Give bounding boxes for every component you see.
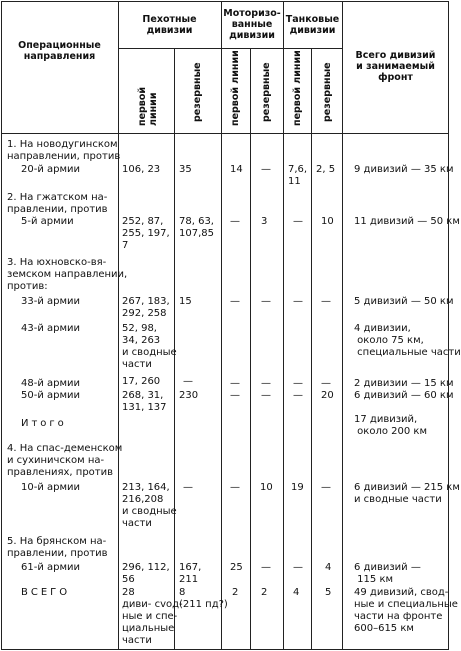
row2-motorized-reserve: 3 — [261, 216, 268, 227]
row3a-total: 5 дивизий — 50 км — [354, 296, 454, 307]
grand-total-motorized-reserve: 2 — [261, 587, 268, 598]
row5-army: 61-й армии — [21, 562, 81, 573]
row2-direction: 2. На гжатском на- правлении, против — [7, 192, 108, 215]
header-infantry: Пехотные дивизии — [142, 14, 197, 36]
row3c-tank-reserve: — — [321, 378, 331, 389]
row1-infantry-first: 106, 23 — [122, 164, 161, 175]
row3c-army: 48-й армии — [21, 378, 81, 389]
row3c-infantry-first: 17, 260 — [122, 376, 161, 387]
row5-motorized-reserve: — — [261, 562, 271, 573]
row4-army: 10-й армии — [21, 482, 81, 493]
row3d-infantry-first: 268, 31, 131, 137 — [122, 390, 167, 413]
row3d-army: 50-й армии — [21, 390, 81, 401]
row5-infantry-first: 296, 112, 56 — [122, 562, 170, 585]
row3a-motorized-first: — — [230, 296, 240, 307]
row3d-motorized-reserve: — — [261, 390, 271, 401]
rule-col7 — [311, 48, 312, 649]
row1-tank-reserve: 2, 5 — [316, 164, 336, 175]
grand-total-motorized-first: 2 — [232, 587, 239, 598]
subheader-tank-reserve: резервные — [322, 62, 333, 122]
row3a-tank-reserve: — — [321, 296, 331, 307]
row3a-infantry-reserve: 15 — [179, 296, 192, 307]
row4-direction: 4. На спас-деменском и сухиничском на- правлениях, против — [7, 443, 123, 478]
grand-total-label: ВСЕГО — [21, 587, 71, 598]
subheader-tank-first: первой линии — [292, 50, 303, 126]
row4-motorized-first: — — [230, 482, 240, 493]
subheader-motorized-reserve: резервные — [261, 62, 272, 122]
subheader-infantry-reserve: резервные — [192, 62, 203, 122]
row3-subtotal-value: 17 дивизий, около 200 км — [354, 414, 427, 437]
grand-total-tank-first: 4 — [293, 587, 300, 598]
row3c-tank-first: — — [293, 378, 303, 389]
row4-tank-reserve: — — [321, 482, 331, 493]
rule-col1 — [1, 1, 2, 649]
row1-direction: 1. На новодугинском направлении, против — [7, 139, 121, 162]
row4-tank-first: 19 — [291, 482, 304, 493]
rule-col2 — [118, 1, 119, 649]
row5-infantry-reserve: 167, 211 — [179, 562, 202, 585]
row3d-tank-first: — — [293, 390, 303, 401]
row2-motorized-first: — — [230, 216, 240, 227]
rule-col8 — [342, 1, 343, 649]
row3a-army: 33-й армии — [21, 296, 81, 307]
row3a-tank-first: — — [293, 296, 303, 307]
row2-infantry-first: 252, 87, 255, 197, 7 — [122, 216, 170, 251]
row2-total: 11 дивизий — 50 км — [354, 216, 460, 227]
row3a-motorized-reserve: — — [261, 296, 271, 307]
row4-infantry-reserve: — — [183, 482, 193, 493]
subheader-infantry-first: первой линии — [137, 86, 159, 126]
row1-motorized-reserve: — — [261, 164, 271, 175]
row4-total: 6 дивизий — 215 км и сводные части — [354, 482, 460, 505]
row5-motorized-first: 25 — [230, 562, 243, 573]
rule-bottom — [1, 649, 449, 650]
header-motorized: Моторизо- ванные дивизии — [223, 8, 281, 41]
grand-total-value: 49 дивизий, свод- ные и специальные части на фронте 600–615 км — [354, 587, 458, 634]
row1-army: 20-й армии — [21, 164, 81, 175]
header-tank: Танковые дивизии — [285, 14, 340, 36]
row3b-infantry-first: 52, 98, 34, 263 и сводные части — [122, 323, 177, 370]
row1-tank-first: 7,6, 11 — [288, 164, 308, 187]
row5-direction: 5. На брянском на- правлении, против — [7, 536, 108, 559]
rule-subheader — [118, 48, 342, 49]
row5-tank-first: — — [293, 562, 303, 573]
row3c-motorized-reserve: — — [261, 378, 271, 389]
subheader-motorized-first: первой линии — [230, 50, 241, 126]
divisions-table — [1, 0, 461, 650]
row2-tank-first: — — [293, 216, 303, 227]
grand-total-infantry-reserve: 8 (211 пд?) — [179, 587, 228, 610]
row2-tank-reserve: 10 — [321, 216, 334, 227]
row3c-infantry-reserve: — — [183, 376, 193, 387]
row3-direction: 3. На юхновско-вя- земском направлении, против: — [7, 257, 128, 292]
grand-total-tank-reserve: 5 — [325, 587, 332, 598]
row3-subtotal-label: Итого — [21, 418, 67, 429]
header-total: Всего дивизий и занимаемый фронт — [355, 50, 436, 83]
row3d-total: 6 дивизий — 60 км — [354, 390, 454, 401]
header-directions: Операционные направления — [18, 40, 101, 62]
rule-top — [1, 1, 449, 2]
row2-army: 5-й армии — [21, 216, 74, 227]
rule-col6 — [283, 1, 284, 649]
row5-tank-reserve: 4 — [325, 562, 332, 573]
grand-total-infantry-first: 28 диви- сvод- ные и спе- циальные части — [122, 587, 183, 646]
row3d-motorized-first: — — [230, 390, 240, 401]
row3c-motorized-first: — — [230, 378, 240, 389]
row3c-total: 2 дивизии — 15 км — [354, 378, 454, 389]
row3a-infantry-first: 267, 183, 292, 258 — [122, 296, 170, 319]
rule-header-bottom — [1, 133, 449, 134]
row1-total: 9 дивизий — 35 км — [354, 164, 454, 175]
rule-col5 — [250, 48, 251, 649]
row3d-infantry-reserve: 230 — [179, 390, 199, 401]
row3d-tank-reserve: 20 — [321, 390, 334, 401]
row3b-army: 43-й армии — [21, 323, 81, 334]
row1-motorized-first: 14 — [230, 164, 243, 175]
row1-infantry-reserve: 35 — [179, 164, 192, 175]
row4-infantry-first: 213, 164, 216,208 и сводные части — [122, 482, 177, 529]
row2-infantry-reserve: 78, 63, 107,85 — [179, 216, 214, 239]
row3b-total: 4 дивизии, около 75 км, специальные части — [354, 323, 461, 358]
rule-col4 — [221, 1, 222, 649]
row5-total: 6 дивизий — 115 км — [354, 562, 421, 585]
row4-motorized-reserve: 10 — [260, 482, 273, 493]
